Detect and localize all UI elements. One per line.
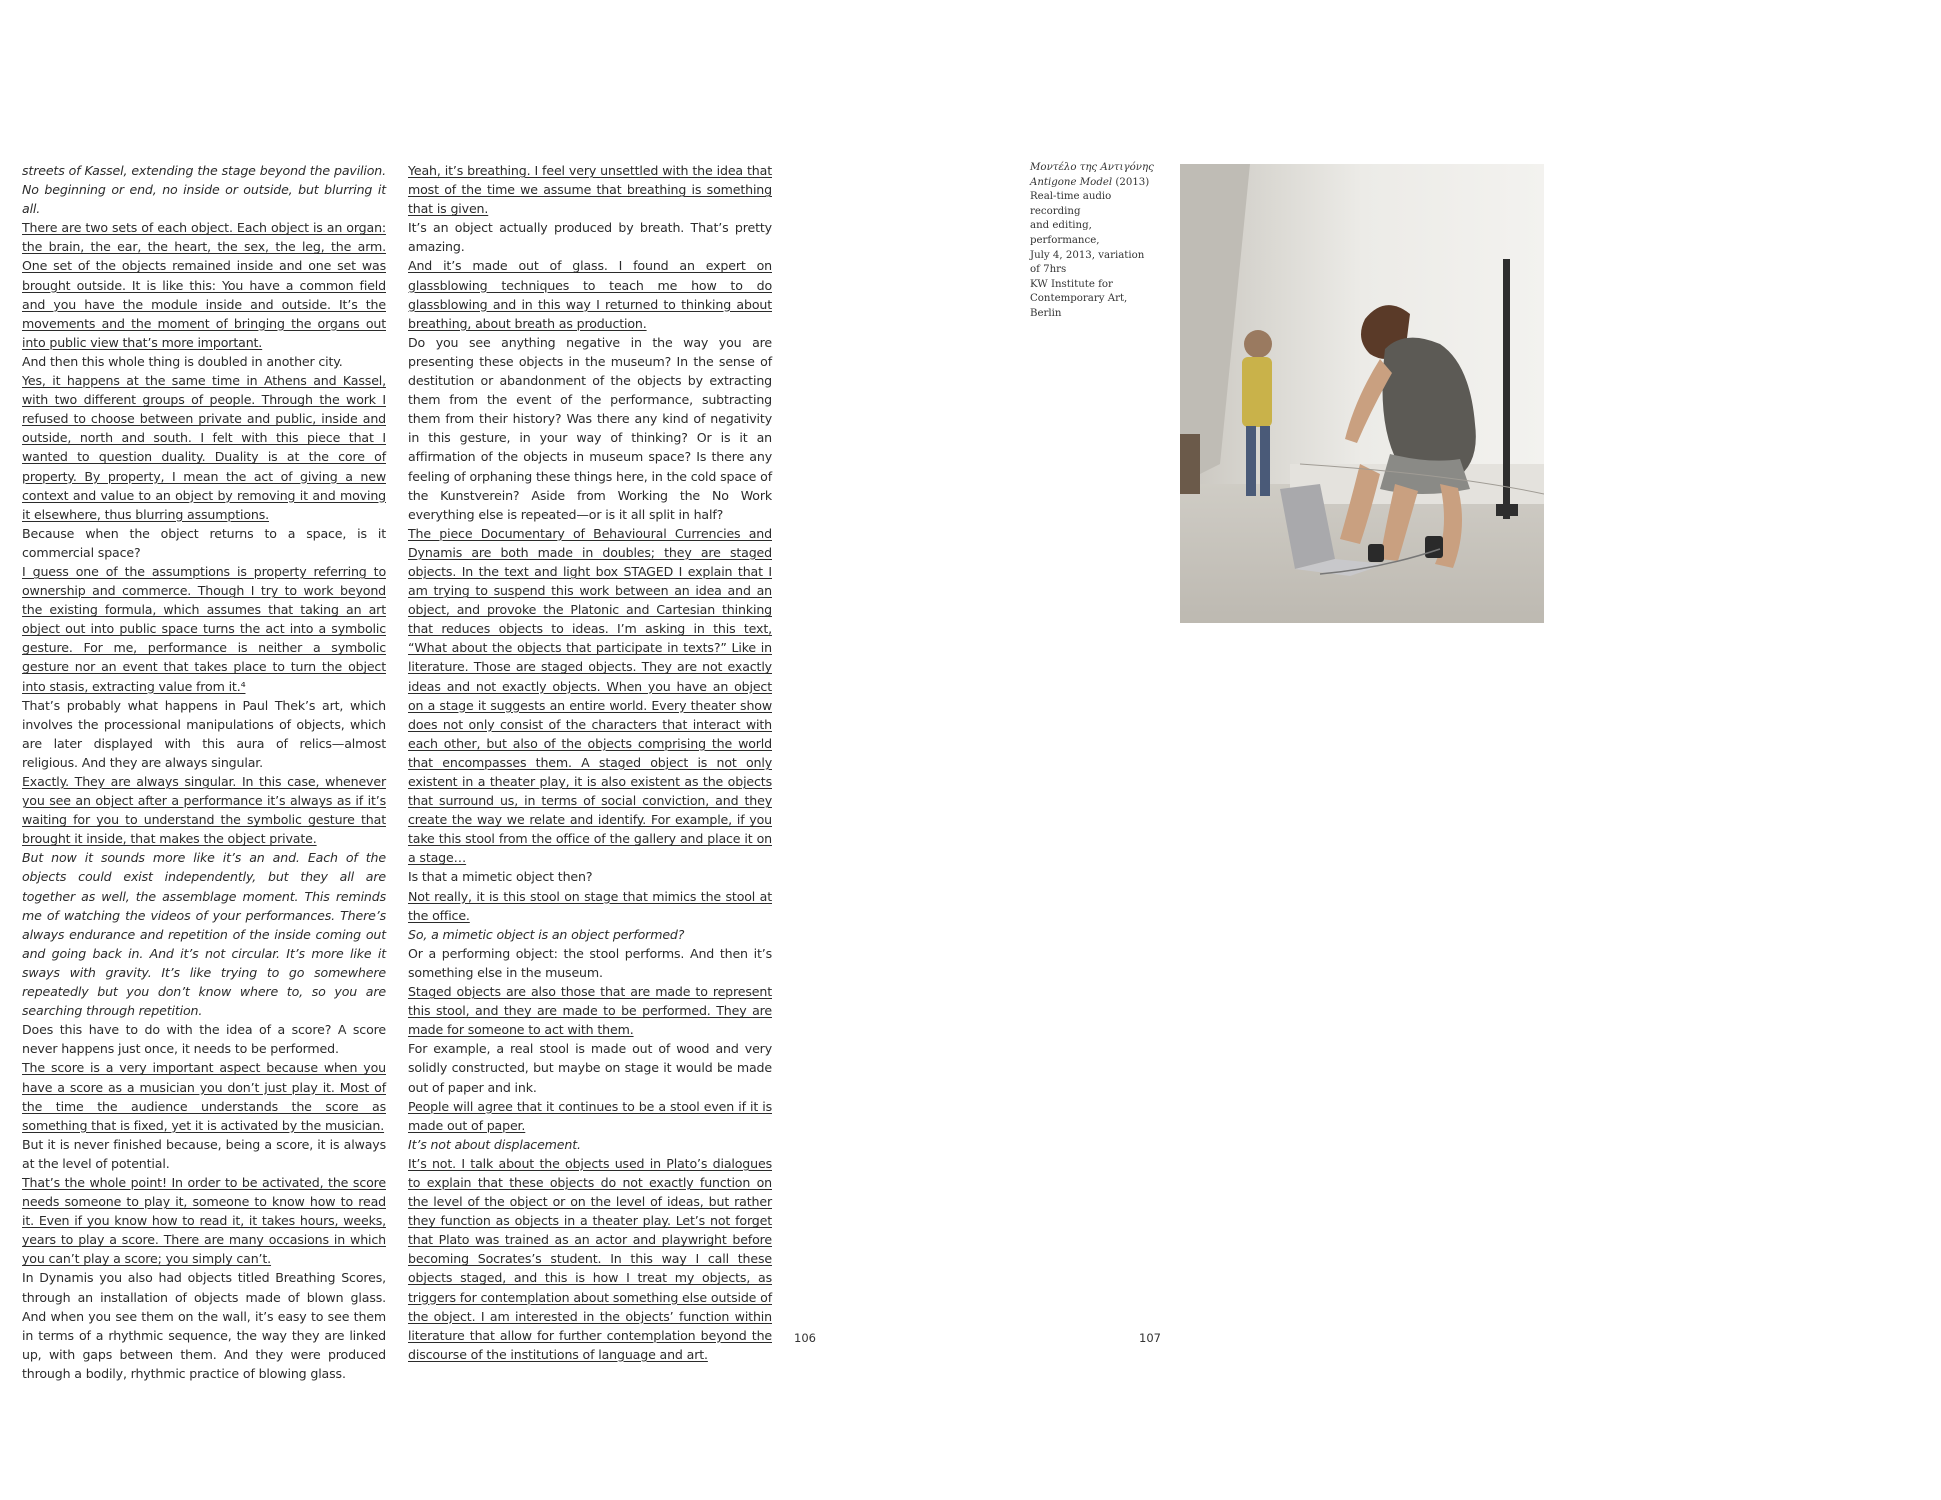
left-column-paragraph: Yes, it happens at the same time in Athens and Kassel, with two different groups of people. Through the work I refused to choose between private and public, inside and outside, north and south. I felt with this piece that I wanted to question duality. Duality is at the core of property. By property, I mean the act of giving a new context and value to an object by removing it and moving it elsewhere, thus blurring assumptions. [22,373,386,522]
middle-column-paragraph: Not really, it is this stool on stage that mimics the stool at the office. [408,888,772,923]
middle-column-paragraph: People will agree that it continues to be a stool even if it is made out of paper. [408,1098,772,1133]
left-column-paragraph: But it is never finished because, being a score, it is always at the level of potential. [22,1136,386,1171]
middle-column-paragraph: It’s an object actually produced by breath. That’s pretty amazing. [408,220,772,255]
caption-year: (2013) [1115,176,1150,188]
middle-column-paragraph: The piece Documentary of Behavioural Currencies and Dynamis are both made in doubles; they are staged objects. In the text and light box STAGED I explain that I am trying to suspend this work between an idea and an object, and provoke the Platonic and Cartesian thinking that reduces objects to ideas. I’m asking in this text, “What about the objects that participate in texts?” Like in literature. Those are staged objects. They are not exactly ideas and not exactly objects. When you have an object on a stage it suggests an entire world. Every theater show does not only consist of the characters that interact with each other, but also of the objects comprising the world that encompasses them. A staged object is not only existent in a theater play, it is also existent as the objects that surround us, in terms of social conviction, and they create the way we relate and identify. For example, if you take this stool from the office of the gallery and place it on a stage… [408,525,772,866]
left-text-column [22,161,386,1383]
caption-line-6: Contemporary Art, Berlin [1030,293,1128,319]
middle-text-column [408,161,772,1364]
caption-line-4: of 7hrs [1030,264,1067,276]
caption-title-line [1030,176,1160,191]
performance-photo-illustration [1180,164,1544,623]
left-column-paragraph: And then this whole thing is doubled in another city. [22,353,343,369]
middle-column-paragraph: Staged objects are also those that are made to represent this stool, and they are made to be performed. They are made for someone to act with them. [408,984,772,1038]
caption-greek-title: Μοντέλο της Αντιγόνης [1030,162,1154,173]
left-column-paragraph: That’s the whole point! In order to be activated, the score needs someone to play it, someone to know how to read it. Even if you know how to read it, it takes hours, weeks, years to play a score. There are many occasions in which you can’t play a score; you simply can’t. [22,1174,386,1267]
middle-column-paragraph: And it’s made out of glass. I found an expert on glassblowing techniques to teach me how to do glassblowing and in this way I returned to thinking about breathing, about breath as production. [408,258,772,331]
middle-column-paragraph: It’s not. I talk about the objects used in Plato’s dialogues to explain that these objects do not exactly function on the level of the object or on the level of ideas, but rather they function as objects in a theater play. Let’s not forget that Plato was trained as an actor and playwright before becoming Socrates’s student. In this way I call these objects staged, and this is how I treat my objects, as triggers for contemplation about something else outside of the object. I am interested in the objects’ function within literature that allow for further contemplation beyond the discourse of the institutions of language and art. [408,1155,772,1362]
middle-column-paragraph: For example, a real stool is made out of wood and very solidly constructed, but maybe on stage it would be made out of paper and ink. [408,1041,772,1095]
left-column-paragraph: streets of Kassel, extending the stage beyond the pavilion. No beginning or end, no inside or outside, but blurring it all. [22,163,386,217]
left-column-paragraph: The score is a very important aspect because when you have a score as a musician you don’t just play it. Most of the time the audience understands the score as something that is fixed, yet it is activated by the musician. [22,1060,386,1133]
caption-line-1: Real-time audio recording [1030,191,1112,217]
page-number-left: 106 [794,1331,816,1345]
middle-column-paragraph: Do you see anything negative in the way you are presenting these objects in the museum? In the sense of destitution or abandonment of the objects by extracting them from the event of the performance, subtracting them from their history? Was there any kind of negativity in this gesture, in your way of thinking? Or is it an affirmation of the objects in museum space? Is there any feeling of orphaning these things here, in the cold space of the Kunstverein? Aside from Working the No Work everything else is repeated—or is it all split in half? [408,334,772,522]
performance-photo [1180,164,1544,623]
page-number-right: 107 [1139,1331,1161,1345]
caption-line-3: July 4, 2013, variation [1030,249,1145,261]
middle-column-paragraph: It’s not about displacement. [408,1136,581,1152]
left-column-paragraph: Because when the object returns to a space, is it commercial space? [22,525,386,560]
caption-line-2: and editing, performance, [1030,220,1100,246]
middle-column-paragraph: Yeah, it’s breathing. I feel very unsettled with the idea that most of the time we assume that breathing is something that is given. [408,163,772,217]
left-column-paragraph: There are two sets of each object. Each object is an organ: the brain, the ear, the heart, the sex, the leg, the arm. One set of the objects remained inside and one set was brought outside. It is like this: You have a common field and you have the module inside and outside. It’s the movements and the moment of bringing the organs out into public view that’s more important. [22,220,386,350]
middle-column-paragraph: So, a mimetic object is an object performed? [408,926,685,942]
left-column-paragraph: I guess one of the assumptions is property referring to ownership and commerce. Though I try to work beyond the existing formula, which assumes that taking an art object out into public space turns the act into a symbolic gesture. For me, performance is neither a symbolic gesture nor an event that takes place to turn the object into stasis, extracting value from it.⁴ [22,563,386,694]
caption-title: Antigone Model [1030,176,1113,188]
middle-column-paragraph: Or a performing object: the stool performs. And then it’s something else in the museum. [408,945,772,980]
left-column-paragraph: Exactly. They are always singular. In this case, whenever you see an object after a performance it’s always as if it’s waiting for you to understand the symbolic gesture that brought it inside, that makes the object private. [22,774,386,847]
photo-caption [1030,161,1160,322]
left-column-paragraph: In Dynamis you also had objects titled Breathing Scores, through an installation of objects made of blown glass. And when you see them on the wall, it’s easy to see them in terms of a rhythmic sequence, the way they are linked up, with gaps between them. And they were produced through a bodily, rhythmic practice of blowing glass. [22,1270,386,1381]
left-column-paragraph: But now it sounds more like it’s an and. Each of the objects could exist independently, but they all are together as well, the assemblage moment. This reminds me of watching the videos of your performances. There’s always endurance and repetition of the inside coming out and going back in. And it’s not circular. It’s more like it sways with gravity. It’s like trying to go somewhere repeatedly but you don’t know where to, so you are searching through repetition. [22,850,386,1019]
caption-line-5: KW Institute for [1030,278,1113,290]
middle-column-paragraph: Is that a mimetic object then? [408,869,593,885]
left-column-paragraph: That’s probably what happens in Paul Thek’s art, which involves the processional manipulations of objects, which are later displayed with this aura of relics—almost religious. And they are always singular. [22,697,386,770]
left-column-paragraph: Does this have to do with the idea of a score? A score never happens just once, it needs to be performed. [22,1022,386,1057]
